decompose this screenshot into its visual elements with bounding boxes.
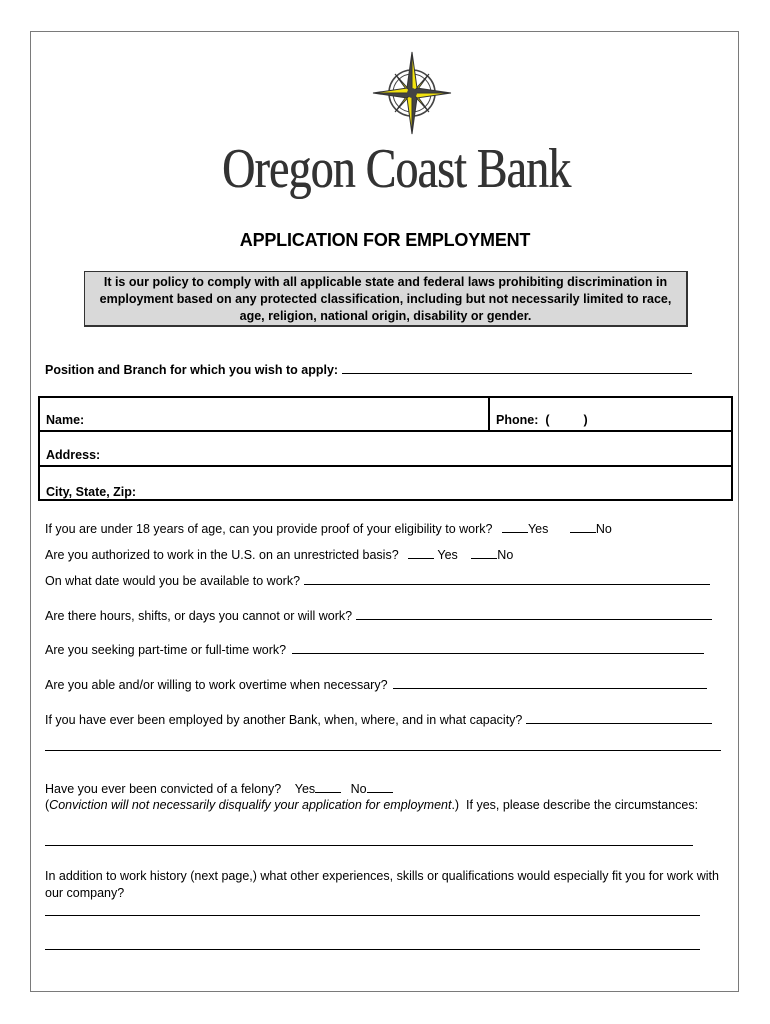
authorized-yes-label: Yes (437, 548, 458, 562)
policy-notice (84, 271, 688, 327)
felony-no-label: No (350, 782, 367, 796)
phone-cell[interactable] (488, 398, 588, 430)
authorized-yes-blank[interactable] (408, 547, 434, 559)
other-bank-line[interactable] (526, 712, 712, 724)
felony-note-row: (Conviction will not necessarily disqualify your application for employment.) If yes, please describe the circumstances: (45, 798, 699, 812)
position-input-line[interactable] (342, 362, 692, 374)
under18-no-label: No (595, 522, 612, 536)
name-row (40, 398, 731, 432)
city-state-zip-label: City, State, Zip: (46, 485, 137, 499)
overtime-question (45, 677, 707, 692)
experience-text: In addition to work history (next page,) what other experiences, skills or qualifications would especially fit you for work with our company? (45, 869, 719, 900)
under18-no-blank[interactable] (570, 521, 596, 533)
other-bank-text: If you have ever been employed by another Bank, when, where, and in what capacity? (45, 713, 523, 727)
under18-yes-label: Yes (527, 522, 549, 536)
felony-no-blank[interactable] (367, 781, 393, 793)
page-title: APPLICATION FOR EMPLOYMENT (239, 230, 531, 250)
felony-yes-blank[interactable] (315, 781, 341, 793)
under18-yes-blank[interactable] (502, 521, 528, 533)
authorized-no-blank[interactable] (471, 547, 497, 559)
contact-table (38, 396, 733, 501)
compass-star-logo-icon (372, 50, 452, 136)
policy-text: It is our policy to comply with all applicable state and federal laws prohibiting discrimination in employment based on any protected classification, including but not necessarily limited to race, age, religion, national origin, disability or gender. (99, 275, 672, 323)
experience-question (45, 868, 735, 902)
city-state-zip-row[interactable] (40, 468, 731, 502)
other-bank-line-2[interactable] (45, 750, 721, 751)
position-row (45, 362, 692, 377)
other-bank-question (45, 712, 712, 727)
authorized-question (45, 547, 513, 562)
felony-question (45, 781, 393, 796)
overtime-text: Are you able and/or willing to work overtime when necessary? (45, 678, 388, 692)
address-row[interactable] (40, 433, 731, 467)
felony-yes-label: Yes (294, 782, 316, 796)
available-date-line[interactable] (304, 573, 710, 585)
hours-question (45, 608, 712, 623)
part-full-question (45, 642, 704, 657)
position-label: Position and Branch for which you wish to apply: (45, 363, 339, 377)
hours-line[interactable] (356, 608, 712, 620)
available-date-question (45, 573, 710, 588)
authorized-no-label: No (497, 548, 514, 562)
phone-label: Phone: ( ) (496, 413, 588, 427)
felony-describe-text: If yes, please describe the circumstances: (466, 798, 699, 812)
available-date-text: On what date would you be available to work? (45, 574, 301, 588)
overtime-line[interactable] (393, 677, 707, 689)
part-full-line[interactable] (292, 642, 704, 654)
part-full-text: Are you seeking part-time or full-time work? (45, 643, 287, 657)
felony-text: Have you ever been convicted of a felony? (45, 782, 282, 796)
bank-logo-name: Oregon Coast Bank (222, 138, 571, 200)
felony-describe-line[interactable] (45, 845, 693, 846)
authorized-text: Are you authorized to work in the U.S. on an unrestricted basis? (45, 548, 399, 562)
under18-text: If you are under 18 years of age, can you provide proof of your eligibility to work? (45, 522, 493, 536)
hours-text: Are there hours, shifts, or days you cannot or will work? (45, 609, 353, 623)
experience-line-1[interactable] (45, 915, 700, 916)
address-label: Address: (46, 448, 101, 462)
under18-question (45, 521, 612, 536)
name-label: Name: (46, 413, 85, 427)
experience-line-2[interactable] (45, 949, 700, 950)
felony-note-text: Conviction will not necessarily disqualify your application for employment (49, 798, 452, 812)
